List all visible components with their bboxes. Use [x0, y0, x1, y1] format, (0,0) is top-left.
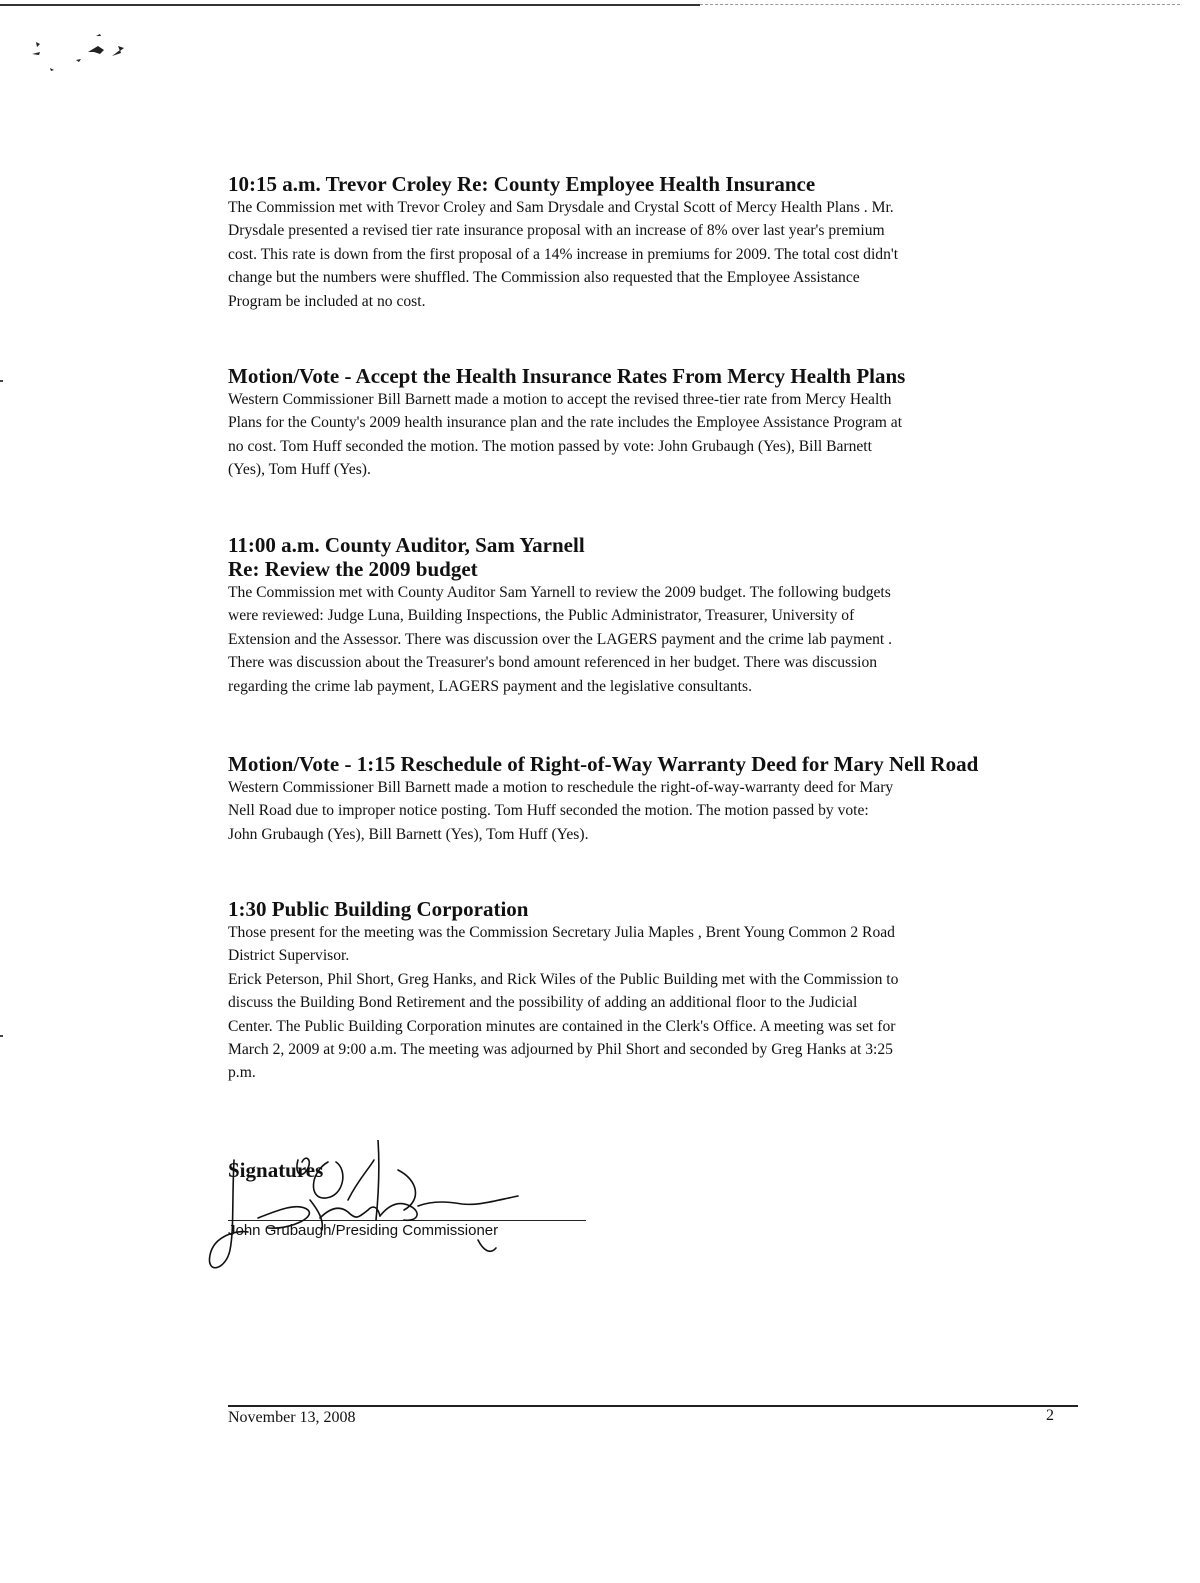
body-line: Nell Road due to improper notice posting. Tom Huff seconded the motion. The motion passed by vote:	[228, 802, 869, 820]
body-line: Western Commissioner Bill Barnett made a motion to reschedule the right-of-way-warranty deed for Mary	[228, 779, 894, 796]
body-line: Program be included at no cost.	[228, 292, 426, 310]
body-line: Those present for the meeting was the Commission Secretary Julia Maples , Brent Young Common 2 Road	[228, 924, 895, 941]
handwritten-signature	[198, 1140, 598, 1280]
body-line: The Commission met with County Auditor Sam Yarnell to review the 2009 budget. The following budgets	[228, 584, 891, 601]
body-line: March 2, 2009 at 9:00 a.m. The meeting was adjourned by Phil Short and seconded by Greg Hanks at 3:25	[228, 1041, 893, 1059]
body-line: District Supervisor.	[228, 947, 350, 965]
body-line: The Commission met with Trevor Croley and Sam Drysdale and Crystal Scott of Mercy Health Plans . Mr.	[228, 199, 894, 216]
section-heading: 1:30 Public Building Corporation	[228, 897, 529, 921]
section-motion-accept-rates	[228, 364, 1088, 482]
section-heading: Motion/Vote - Accept the Health Insurance Rates From Mercy Health Plans	[228, 364, 906, 388]
scan-mark	[0, 380, 3, 382]
signatures-heading: Signatures	[228, 1158, 324, 1182]
section-health-insurance	[228, 172, 1088, 313]
section-body	[228, 776, 1088, 846]
section-heading: Motion/Vote - 1:15 Reschedule of Right-of-Way Warranty Deed for Mary Nell Road	[228, 752, 979, 776]
section-motion-reschedule	[228, 752, 1088, 846]
section-heading: 11:00 a.m. County Auditor, Sam Yarnell	[228, 533, 585, 557]
page-number: 2	[1046, 1407, 1054, 1424]
body-line: were reviewed: Judge Luna, Building Inspections, the Public Administrator, Treasurer, University of	[228, 607, 855, 625]
body-line: regarding the crime lab payment, LAGERS payment and the legislative consultants.	[228, 677, 752, 695]
body-line: Plans for the County's 2009 health insurance plan and the rate includes the Employee Assistance Program at	[228, 414, 903, 432]
scan-specks	[30, 24, 150, 84]
scan-border-top-faint	[700, 4, 1180, 6]
scan-border-top	[0, 4, 700, 6]
body-line: no cost. Tom Huff seconded the motion. The motion passed by vote: John Grubaugh (Yes), Bill Barnett	[228, 437, 872, 455]
body-line: cost. This rate is down from the first proposal of a 14% increase in premiums for 2009. The total cost didn't	[228, 245, 899, 263]
body-line: Extension and the Assessor. There was discussion over the LAGERS payment and the crime lab payment .	[228, 630, 893, 648]
section-heading: 10:15 a.m. Trevor Croley Re: County Employee Health Insurance	[228, 172, 816, 196]
section-subheading: Re: Review the 2009 budget	[228, 557, 478, 581]
section-body	[228, 581, 1088, 698]
body-line: John Grubaugh (Yes), Bill Barnett (Yes), Tom Huff (Yes).	[228, 825, 589, 843]
scan-mark	[0, 1035, 3, 1037]
body-line: (Yes), Tom Huff (Yes).	[228, 461, 371, 479]
section-body	[228, 388, 1088, 482]
body-line: p.m.	[228, 1064, 256, 1082]
body-line: Center. The Public Building Corporation minutes are contained in the Clerk's Office. A meeting was set for	[228, 1017, 896, 1035]
section-county-auditor	[228, 533, 1088, 698]
signature-block	[228, 1140, 608, 1280]
section-public-building-corporation	[228, 897, 1088, 1085]
body-line: There was discussion about the Treasurer's bond amount referenced in her budget. There was discussion	[228, 654, 878, 672]
body-line: Western Commissioner Bill Barnett made a motion to accept the revised three-tier rate from Mercy Health	[228, 391, 892, 408]
body-line: Drysdale presented a revised tier rate insurance proposal with an increase of 8% over last year's premium	[228, 222, 885, 240]
signature-caption: John Grubaugh/Presiding Commissioner	[228, 1222, 499, 1239]
footer-date: November 13, 2008	[228, 1409, 356, 1426]
section-body	[228, 921, 1088, 1085]
body-line: Erick Peterson, Phil Short, Greg Hanks, and Rick Wiles of the Public Building met with the Commission to	[228, 970, 899, 988]
footer-rule	[228, 1405, 1078, 1407]
section-body	[228, 196, 1088, 313]
body-line: discuss the Building Bond Retirement and the possibility of adding an additional floor to the Judicial	[228, 994, 858, 1012]
body-line: change but the numbers were shuffled. The Commission also requested that the Employee Assistance	[228, 269, 860, 287]
